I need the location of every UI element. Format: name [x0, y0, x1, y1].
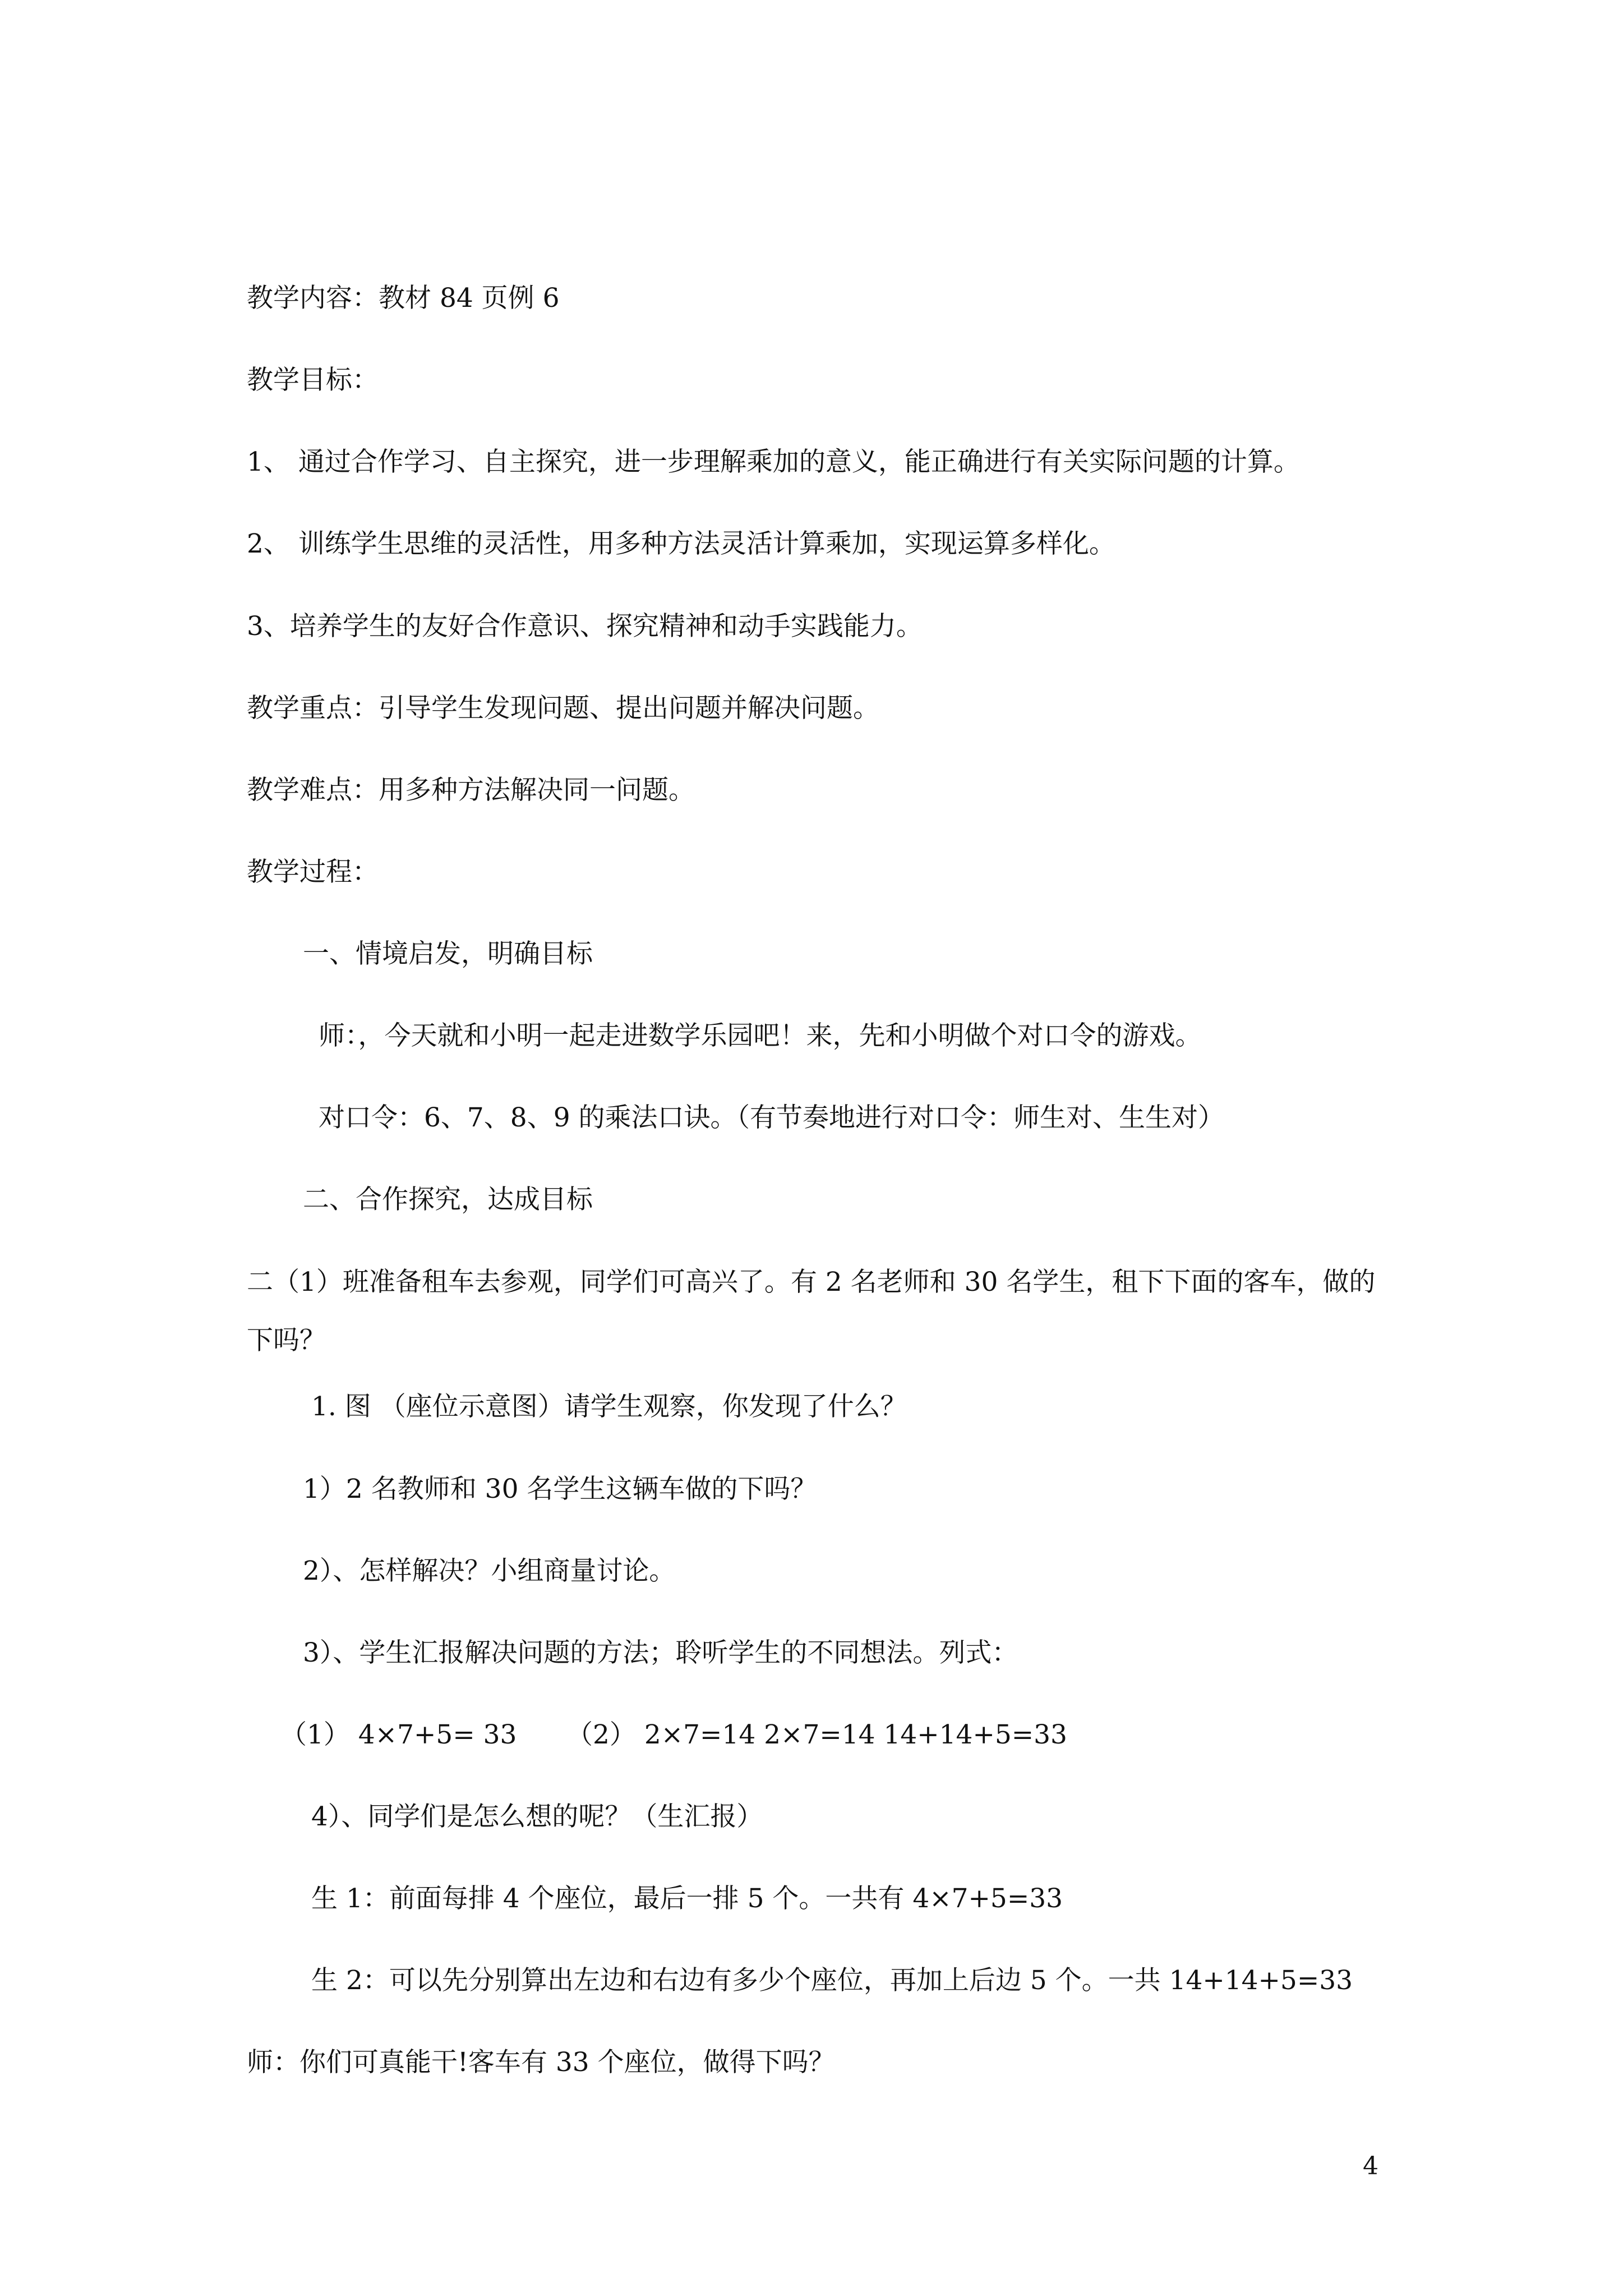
teaching-content: 教学内容：教材 84 页例 6	[247, 283, 560, 314]
formula-2: （2） 2×7=14 2×7=14 14+14+5=33	[566, 1719, 1067, 1750]
section-2-title: 二、合作探究，达成目标	[303, 1184, 593, 1215]
question-3: 3）、学生汇报解决问题的方法；聆听学生的不同想法。列式：	[303, 1637, 1018, 1668]
question-2: 2）、怎样解决？小组商量讨论。	[303, 1556, 676, 1586]
student-2-answer: 生 2：可以先分别算出左边和右边有多少个座位，再加上后边 5 个。一共 14+14+5=33	[311, 1965, 1353, 1996]
figure-observation: 1. 图 （座位示意图）请学生观察，你发现了什么？	[311, 1391, 907, 1422]
problem-statement: 二（1）班准备租车去参观，同学们可高兴了。有 2 名老师和 30 名学生，租下下面的客车，做的下吗？	[247, 1267, 1376, 1356]
page-number: 4	[1363, 2152, 1378, 2180]
teaching-goals-title: 教学目标：	[247, 365, 379, 395]
chant-line: 对口令：6、7、8、9 的乘法口诀。（有节奏地进行对口令：师生对、生生对）	[319, 1102, 1225, 1133]
difficulty: 教学难点：用多种方法解决同一问题。	[247, 775, 695, 806]
teacher-praise: 师：你们可真能干!客车有 33 个座位，做得下吗？	[247, 2047, 835, 2078]
formula-1: （1） 4×7+5= 33	[280, 1719, 517, 1750]
process-title: 教学过程：	[247, 857, 379, 887]
goal-2: 2、 训练学生思维的灵活性，用多种方法灵活计算乘加，实现运算多样化。	[247, 528, 1115, 559]
key-point: 教学重点：引导学生发现问题、提出问题并解决问题。	[247, 693, 879, 724]
goal-3: 3、培养学生的友好合作意识、探究精神和动手实践能力。	[247, 611, 923, 642]
goal-1: 1、 通过合作学习、自主探究，进一步理解乘加的意义，能正确进行有关实际问题的计算。	[247, 447, 1300, 477]
question-1: 1）2 名教师和 30 名学生这辆车做的下吗？	[303, 1474, 817, 1504]
teacher-intro: 师：，今天就和小明一起走进数学乐园吧！来，先和小明做个对口令的游戏。	[319, 1020, 1202, 1051]
section-1-title: 一、情境启发，明确目标	[303, 938, 593, 969]
question-4: 4）、同学们是怎么想的呢？（生汇报）	[311, 1801, 763, 1832]
student-1-answer: 生 1：前面每排 4 个座位，最后一排 5 个。一共有 4×7+5=33	[311, 1883, 1063, 1914]
